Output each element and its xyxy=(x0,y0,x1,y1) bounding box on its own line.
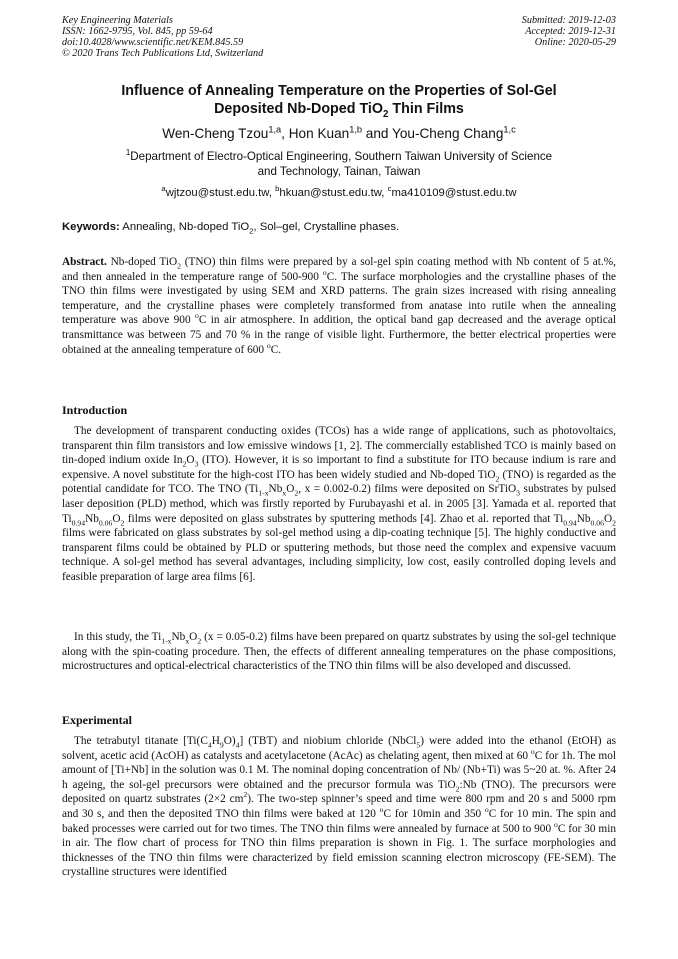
body-text: Nb xyxy=(576,512,591,525)
online-date: Online: 2020-05-29 xyxy=(534,37,616,48)
author-name: and You-Cheng Chang xyxy=(362,126,504,141)
subscript: 3 xyxy=(194,459,199,469)
subscript: 1-x xyxy=(258,488,269,498)
superscript: o xyxy=(553,819,558,829)
author-emails xyxy=(40,186,638,200)
subscript: 2 xyxy=(495,474,500,484)
subscript: 2 xyxy=(197,636,202,646)
email-mark: b xyxy=(275,184,280,194)
body-text: C for 10min and 350 xyxy=(383,807,485,820)
body-text: In this study, the Ti xyxy=(74,631,162,643)
body-text: Nb xyxy=(85,512,99,525)
body-text: O xyxy=(112,512,121,525)
superscript: o xyxy=(195,311,199,321)
title-subscript: 2 xyxy=(383,108,389,120)
body-text: O) xyxy=(223,735,236,747)
journal-issn: ISSN: 1662-9795, Vol. 845, pp 59-64 xyxy=(62,26,213,37)
subscript: 2 xyxy=(294,488,299,498)
subscript: x xyxy=(282,488,287,498)
keywords-label: Keywords: xyxy=(62,221,120,233)
subscript: 2 xyxy=(120,517,125,527)
body-text: The tetrabutyl titanate [Ti(C xyxy=(74,735,208,747)
abstract-text: C. xyxy=(270,343,282,356)
body-text: ] (TBT) and niobium chloride (NbCl xyxy=(239,735,417,747)
subscript: 0.06 xyxy=(590,517,604,527)
body-text: :Nb (TNO). The precursors were deposited on quartz substrates (2×2 cm xyxy=(62,778,616,806)
body-text: The development of transparent conducting oxides (TCOs) has a wide range of applications, such as photovoltaics, transparent thin film transistors and low emissive windows [1, 2]. The commercially established TCO is mainly based on tin-doped indium oxide In xyxy=(62,425,616,467)
superscript: o xyxy=(379,805,384,815)
body-text: films were fabricated on glass substrates by sol-gel method using a dip-coating technique [5]. The highly conductive and transparent films could be obtained by PLD or sputtering methods, but those need the complex and expensive vacuum technique. A sol-gel method has several advantages, including simplicity, low cost, easily controlled doping levels and feasible preparation of large area films [6]. xyxy=(62,527,616,583)
body-text: H xyxy=(211,735,220,747)
abstract-text: C. The surface morphologies and the crystalline phases of the TNO thin films were investigated by using SEM and XRD patterns. The grain sizes increased with rising annealing temperature, and the crystalline phases were completely transformed from anatase into rutile when the annealing temperature was above 900 xyxy=(62,270,616,327)
journal-copyright: © 2020 Trans Tech Publications Ltd, Switzerland xyxy=(62,48,264,59)
submitted-date: Submitted: 2019-12-03 xyxy=(521,15,616,26)
email-link[interactable]: wjtzou@stust.edu.tw, xyxy=(165,187,276,199)
author-name: Wen-Cheng Tzou xyxy=(162,126,269,141)
subscript: 5 xyxy=(416,740,421,750)
subscript: 0.94 xyxy=(563,517,577,527)
affiliation-line-1 xyxy=(40,149,638,164)
subscript: 4 xyxy=(207,740,212,750)
body-text: (TNO) is regarded as the potential candidate for TCO. The TNO (Ti xyxy=(62,468,616,496)
affiliation-text: Department of Electro-Optical Engineering, Southern Taiwan University of Science xyxy=(130,150,553,163)
superscript: o xyxy=(322,267,327,277)
title-line-1: Influence of Annealing Temperature on the Properties of Sol-Gel xyxy=(121,83,557,99)
title-line-2 xyxy=(40,100,638,118)
superscript: o xyxy=(266,340,271,350)
body-text: O xyxy=(189,631,198,643)
keywords-text: , Sol–gel, Crystalline phases. xyxy=(253,221,400,233)
keywords-subscript: 2 xyxy=(249,226,254,236)
subscript: 0.06 xyxy=(98,517,113,527)
email-mark: a xyxy=(161,184,166,194)
subscript: 2 xyxy=(177,261,181,271)
email-link[interactable]: ma410109@stust.edu.tw xyxy=(391,187,517,199)
abstract-text: Nb-doped TiO xyxy=(106,256,178,268)
body-text: ) were added into the ethanol (EtOH) as solvent, acetic acid (AcOH) as catalysts and acetylacetone (AcAc) as chelating agent, then mixed at 60 xyxy=(62,735,616,762)
author-affil-mark: 1,a xyxy=(268,124,282,135)
subscript: 2 xyxy=(182,459,187,469)
body-text: C for 1h. The mol amount of [Ti+Nb] in the solution was 0.1 M. The nominal doping concentration of Nb/ (Nb+Ti) was 5~20 at. %. After 24 h ageing, the sol-gel precursors were obtained and the precursor formula was TiO xyxy=(62,749,616,791)
experimental-paragraph-1 xyxy=(62,734,616,880)
keywords xyxy=(62,220,616,234)
body-text: O xyxy=(186,454,195,467)
journal-info xyxy=(62,15,263,59)
body-text: ). The two-step spinner’s speed and time were 800 rpm and 20 s and 5000 rpm and 30 s, and then the deposited TNO thin films were baked at 120 xyxy=(62,793,616,820)
body-text: (ITO). However, it is so important to find a substitute for ITO because indium is rare and expensive. A novel substitute for the high-cost ITO has been widely studied and Nb-doped TiO xyxy=(62,454,616,481)
affiliation xyxy=(40,149,638,179)
subscript: 0.94 xyxy=(71,517,86,527)
author-affil-mark: 1,b xyxy=(349,124,363,135)
affiliation-mark: 1 xyxy=(125,148,131,158)
body-text: Nb xyxy=(268,483,283,496)
email-mark: c xyxy=(387,184,392,194)
subscript: 9 xyxy=(219,740,224,750)
journal-doi: doi:10.4028/www.scientific.net/KEM.845.59 xyxy=(62,37,244,48)
body-text: (x = 0.05-0.2) films have been prepared on quartz substrates by using the sol-gel technique along with the spin-coating procedure. Then, the effects of different annealing temperatures on the phase compositions, microstructures and optical-electrical characteristics of the TNO thin films will be also developed and discussed. xyxy=(62,631,616,673)
body-text: substrates by pulsed laser deposition (PLD) method, which was firstly reported by Furubayashi et al. in 2005 [3]. Yamada et al. reported that Ti xyxy=(62,483,617,525)
superscript: o xyxy=(484,805,489,815)
publication-dates xyxy=(522,15,616,48)
body-text: films were deposited on glass substrates by sputtering methods [4]. Zhao et al. reported that Ti xyxy=(124,512,564,525)
superscript: o xyxy=(530,746,535,756)
author-name: , Hon Kuan xyxy=(281,126,350,141)
keywords-text: Annealing, Nb-doped TiO xyxy=(119,221,250,233)
superscript: 2 xyxy=(243,790,248,800)
subscript: 4 xyxy=(235,740,240,750)
author-affil-mark: 1,c xyxy=(503,124,516,135)
subscript: 3 xyxy=(516,488,520,498)
body-text: , x = 0.002-0.2) films were deposited on SrTiO xyxy=(298,483,517,496)
paper-title xyxy=(40,82,638,118)
subscript: 2 xyxy=(612,517,616,527)
body-text: O xyxy=(286,483,295,496)
body-text: C for 10 min. The spin and baked processes were carried out for two times. The TNO thin films were annealed by furnace at 500 to 900 xyxy=(62,807,616,835)
subscript: x xyxy=(185,636,190,646)
body-text: O xyxy=(603,512,613,525)
body-text: C for 30 min in air. The flow chart of process for TNO thin films preparation is shown in Fig. 1. The surface morphologies and thicknesses of the TNO thin films were characterized by field emission scanning electron microscopy (FE-SEM). The crystalline structures were identified xyxy=(62,822,616,879)
abstract-text: (TNO) thin films were prepared by a sol-gel spin coating method with Nb content of 5 at.%, and then annealed in the temperature range of 500-900 xyxy=(62,256,617,283)
title-text-end: Thin Films xyxy=(388,101,464,117)
subscript: 1-x xyxy=(161,636,172,646)
subscript: 2 xyxy=(455,784,460,794)
author-list xyxy=(40,125,638,142)
email-link[interactable]: hkuan@stust.edu.tw, xyxy=(279,187,388,199)
introduction-paragraph-1 xyxy=(62,424,616,585)
body-text: Nb xyxy=(171,631,186,643)
affiliation-line-2: and Technology, Tainan, Taiwan xyxy=(257,165,421,178)
abstract-text: C in air atmosphere. In addition, the optical band gap decreased and the average optical transmittance was between 75 and 70 % in the range of visible light. Furthermore, the better electrical properties were obtained at the annealing temperature of 600 xyxy=(62,314,616,356)
abstract xyxy=(62,255,616,357)
abstract-label: Abstract. xyxy=(62,256,107,268)
title-text: Deposited Nb-Doped TiO xyxy=(214,101,384,117)
section-heading-experimental: Experimental xyxy=(62,713,132,727)
introduction-paragraph-2 xyxy=(62,630,616,674)
section-heading-introduction: Introduction xyxy=(62,403,128,417)
journal-name: Key Engineering Materials xyxy=(62,15,173,26)
accepted-date: Accepted: 2019-12-31 xyxy=(525,26,616,37)
